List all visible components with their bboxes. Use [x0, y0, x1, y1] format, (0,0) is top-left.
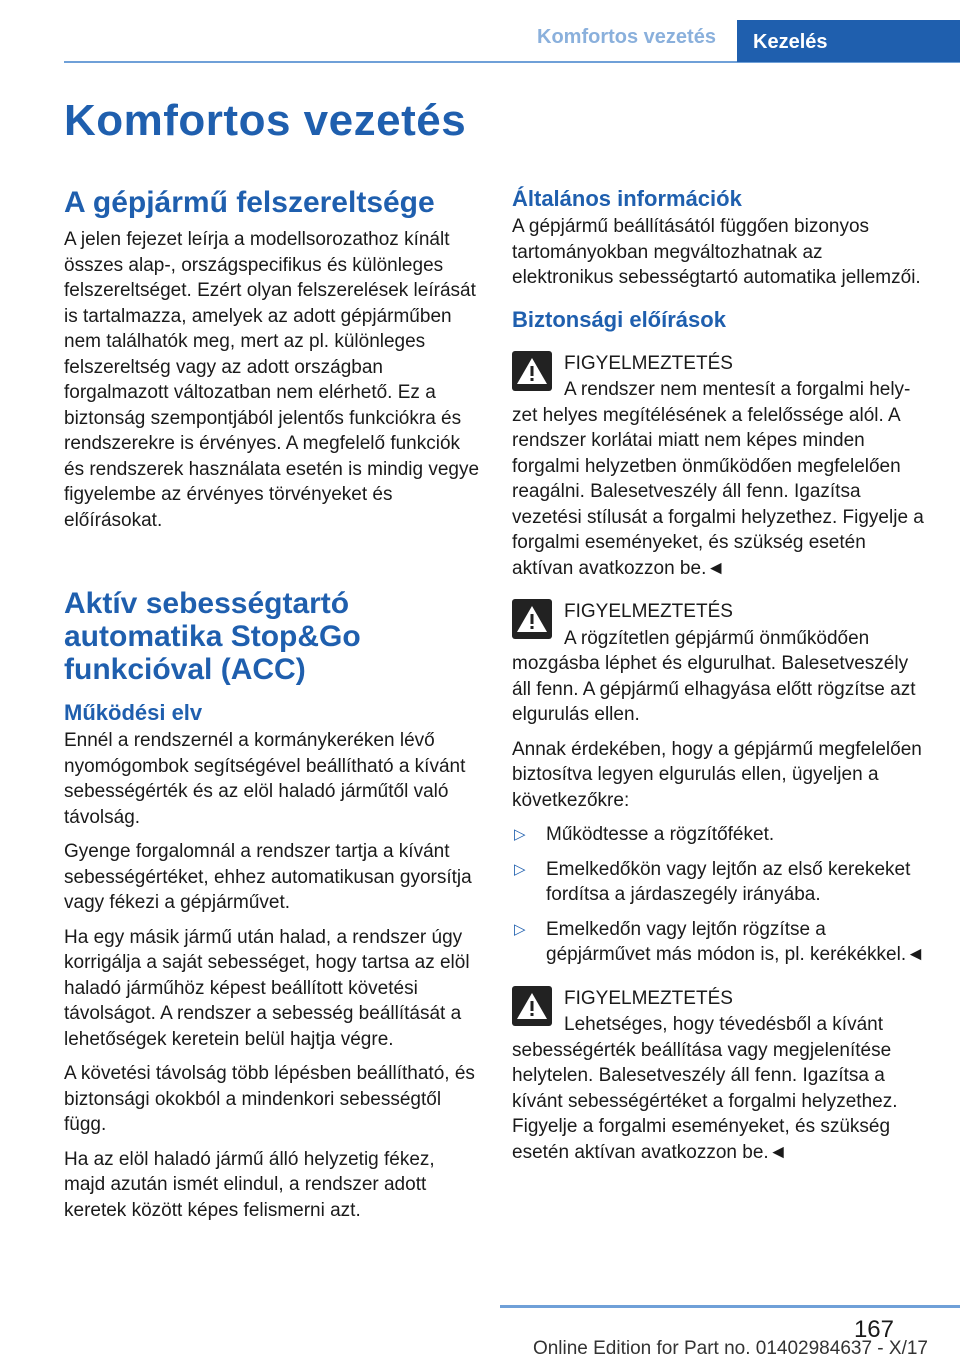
list-item: [512, 822, 928, 848]
footer-edition: Online Edition for Part no. 01402984637 - X/17: [532, 1338, 928, 1359]
list-item-text: Működtesse a rögzítőféket.: [546, 824, 775, 845]
left-column: [64, 186, 480, 1232]
list-item-text: Emelkedőkön vagy lejtőn az első kerekeket fordítsa a járdaszegély irányába.: [546, 858, 911, 905]
page-number: 167: [853, 1316, 894, 1343]
chapter-title: Komfortos vezetés: [64, 96, 467, 145]
paragraph-equipment: A jelen fejezet leírja a modellsorozathoz kínált összes alap-, országspecifikus és különleges felszereltséget. Ezért olyan felszerelések leírását is tartalmazza, amelyek az adott gépjárműben nem találhatók meg, mert az pl. különleges felszereltség vagy az adott országban forgalmazott változatban nem elérhető. Ez a biztonság szempontjából jelentős funkciókra és rendszerekre is érvényes. A megfelelő funkciók és rendszerek használata esetén is mindig vegye figyelembe az érvényes törvényeket és előírásokat.: [64, 229, 480, 531]
paragraph-general: A gépjármű beállításától függően bizonyos tartományokban megváltozhatnak az elektronikus sebességtartó automatika jellemzői.: [512, 216, 921, 288]
list-item: [512, 857, 928, 908]
paragraph-intro: Annak érdekében, hogy a gépjármű megfelelően biztosítva legyen elgurulás ellen, ügyeljen a következőkre:: [512, 738, 922, 811]
paragraph-principle-3: Ha egy másik jármű után halad, a rendszer úgy korrigálja a saját sebességet, hogy tartsa az elöl haladó járműhöz képest beállított követési távolságot. A rendszer a sebesség beállítását a lehetőségek keretein belül hajtja végre.: [64, 926, 470, 1050]
paragraph-principle-5: Ha az elöl haladó jármű álló helyzetig fékez, majd azután ismét elindul, a rendszer adott keretek között képes felismerni azt.: [64, 1148, 435, 1221]
heading-principle: Működési elv: [64, 700, 203, 725]
warning-box: [512, 351, 928, 582]
triangle-bullet-icon: ▷: [514, 920, 526, 938]
header-section-label: Komfortos vezetés: [537, 26, 716, 48]
warning-title: FIGYELMEZTETÉS: [564, 987, 733, 1009]
warning-text-rest: zet helyes megítélésének a felelőssége alól. A rendszer korlátai miatt nem képes minden forgalmi helyzetben önműködően megfelelően reagálni. Balesetveszély áll fenn. Igazítsa vezetési stílusát a forgalmi helyzethez. Figyelje a forgalmi eseményeket, és szükség esetén aktívan avatkozzon be.◄: [512, 404, 924, 579]
warning-text-first: A rendszer nem mentesít a forgalmi hely-: [564, 379, 911, 400]
warning-box: [512, 986, 928, 1166]
warning-title: FIGYELMEZTETÉS: [564, 352, 733, 374]
warning-text: [512, 1012, 928, 1165]
triangle-bullet-icon: ▷: [514, 860, 526, 878]
warning-triangle-icon: [512, 986, 552, 1026]
list-item: [512, 917, 928, 968]
warning-text: [512, 626, 928, 728]
heading-safety: Biztonsági előírások: [512, 306, 726, 332]
list-item-text: Emelkedőn vagy lejtőn rögzítse a gépjárművet más módon is, pl. kerékékkel.◄: [546, 918, 925, 965]
warning-text-first: A rögzítetlen gépjármű önműködően: [564, 627, 870, 649]
footer-rule: [500, 1305, 960, 1308]
paragraph-principle-4: A követési távolság több lépésben beállítható, és biztonsági okokból a mindenkori sebességtől függ.: [64, 1063, 475, 1135]
triangle-bullet-icon: ▷: [514, 826, 526, 843]
warning-triangle-icon: [512, 351, 552, 391]
warning-box: [512, 599, 928, 728]
heading-acc: Aktív sebességtartó automatika Stop&Go funkcióval (ACC): [64, 587, 361, 686]
header-chapter-tab: Kezelés: [737, 20, 960, 62]
warning-text-first: Lehetséges, hogy tévedésből a kívánt: [564, 1014, 884, 1035]
warning-text: [512, 377, 928, 581]
warning-text-rest: sebességérték beállítása vagy megjelenítése helytelen. Balesetveszély áll fenn. Igazítsa a kívánt sebességértéket a forgalmi helyzethez. Figyelje a forgalmi eseményeket, és szükség esetén aktívan avatkozzon be.◄: [512, 1039, 898, 1163]
bullet-list: [512, 822, 928, 968]
paragraph-principle-2: Gyenge forgalomnál a rendszer tartja a kívánt sebességértéket, ehhez automatikusan gyorsítja vagy fékezi a gépjárművet.: [64, 841, 472, 913]
warning-triangle-icon: [512, 599, 552, 639]
paragraph-principle-1: Ennél a rendszernél a kormánykeréken lévő nyomógombok segítségével beállítható a kívánt sebességérték és az elöl haladó járműtől való távolság.: [64, 730, 466, 828]
right-column: [512, 186, 928, 1174]
heading-equipment: A gépjármű felszereltsége: [64, 186, 435, 219]
warning-title: FIGYELMEZTETÉS: [564, 601, 733, 622]
heading-general: Általános információk: [512, 186, 742, 211]
warning-text-rest: mozgásba léphet és elgurulhat. Balesetveszély áll fenn. A gépjármű elhagyása előtt rögzítse azt elgurulás ellen.: [512, 653, 916, 725]
